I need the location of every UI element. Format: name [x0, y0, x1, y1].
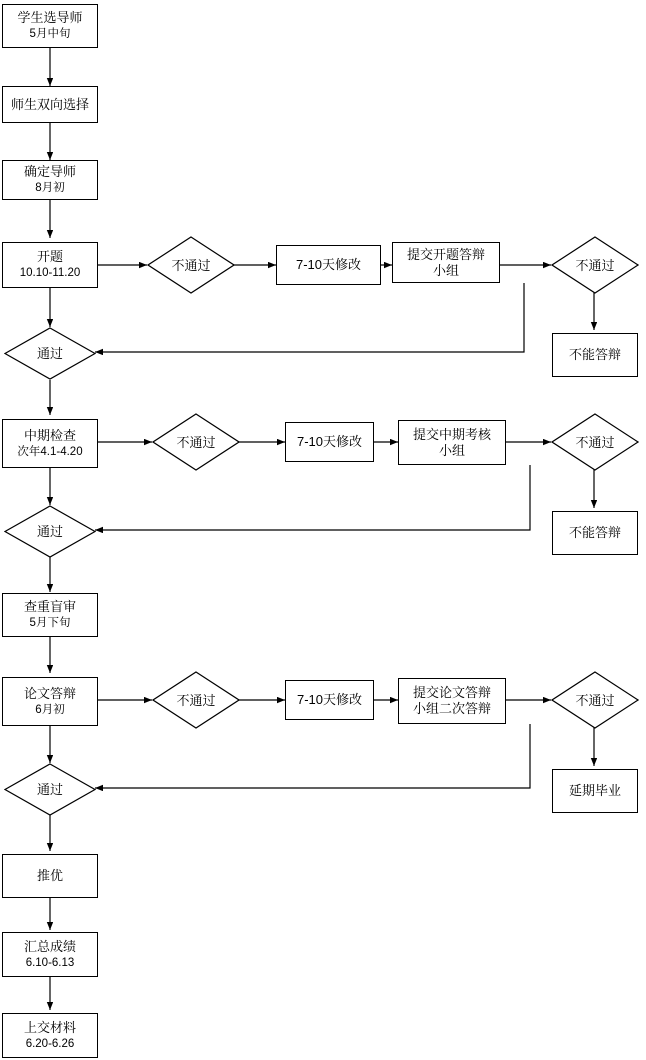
decision-label: 不通过: [575, 257, 615, 273]
node-label: 不能答辩: [568, 525, 621, 540]
node-label: 师生双向选择: [10, 96, 89, 112]
node-label: 汇总成绩: [23, 938, 76, 954]
node-label: 学生选导师: [17, 10, 83, 25]
node-sublabel: 小组二次答辩: [412, 701, 491, 716]
node-label: 7-10天修改: [296, 692, 363, 707]
node-revise-7-10-days-midterm[interactable]: [285, 422, 374, 462]
decision-proposal-fail[interactable]: [147, 236, 235, 294]
node-label: 确定导师: [23, 164, 76, 179]
node-summarize-grades[interactable]: [2, 932, 98, 977]
node-label: 中期检查: [23, 427, 76, 443]
decision-label: 通过: [36, 782, 63, 797]
decision-label: 不通过: [575, 692, 615, 708]
node-revise-7-10-days-proposal[interactable]: [276, 245, 381, 285]
node-label: 推优: [36, 868, 63, 883]
decision-label: 不通过: [176, 692, 216, 708]
node-recommend-excellent[interactable]: [2, 854, 98, 898]
decision-defense-pass[interactable]: [4, 763, 96, 816]
node-label: 延期毕业: [568, 783, 621, 798]
node-cannot-defend-midterm[interactable]: [552, 511, 638, 555]
node-sublabel: 小组: [438, 442, 465, 458]
node-sublabel: 6月初: [35, 703, 65, 716]
node-revise-7-10-days-defense[interactable]: [285, 680, 374, 720]
node-label: 上交材料: [23, 1019, 76, 1035]
node-label: 查重盲审: [23, 599, 76, 614]
node-sublabel: 5月下旬: [29, 617, 71, 629]
node-proposal[interactable]: [2, 242, 98, 288]
node-submit-thesis-defense-group[interactable]: [398, 678, 506, 724]
node-sublabel: 6.20-6.26: [25, 1037, 75, 1050]
node-submit-proposal-defense-group[interactable]: [392, 242, 500, 283]
node-label: 不能答辩: [568, 347, 621, 362]
node-plagiarism-blind-review[interactable]: [2, 593, 98, 637]
node-confirm-advisor[interactable]: [2, 160, 98, 200]
decision-proposal-group-fail[interactable]: [551, 236, 639, 294]
node-submit-midterm-review-group[interactable]: [398, 420, 506, 465]
node-student-select-advisor[interactable]: [2, 4, 98, 48]
node-cannot-defend-proposal[interactable]: [552, 333, 638, 377]
decision-defense-group-fail[interactable]: [551, 671, 639, 729]
decision-midterm-pass[interactable]: [4, 505, 96, 558]
decision-label: 不通过: [171, 257, 211, 273]
node-label: 论文答辩: [23, 685, 76, 701]
node-label: 提交论文答辩: [412, 685, 491, 700]
node-sublabel: 5月中旬: [29, 28, 71, 40]
decision-midterm-group-fail[interactable]: [551, 413, 639, 471]
node-thesis-defense[interactable]: [2, 677, 98, 726]
node-sublabel: 小组: [432, 262, 459, 278]
decision-label: 通过: [36, 524, 63, 539]
decision-proposal-pass[interactable]: [4, 327, 96, 380]
decision-label: 不通过: [575, 434, 615, 450]
decision-defense-fail[interactable]: [152, 671, 240, 729]
node-label: 开题: [36, 249, 63, 264]
node-midterm-check[interactable]: [2, 419, 98, 468]
node-sublabel: 次年4.1-4.20: [17, 445, 83, 458]
node-submit-materials[interactable]: [2, 1013, 98, 1058]
node-label: 提交中期考核: [412, 426, 491, 442]
decision-label: 通过: [36, 346, 63, 361]
node-delayed-graduation[interactable]: [552, 769, 638, 813]
decision-label: 不通过: [176, 434, 216, 450]
node-label: 提交开题答辩: [406, 246, 485, 262]
node-label: 7-10天修改: [296, 434, 363, 449]
decision-midterm-fail[interactable]: [152, 413, 240, 471]
node-sublabel: 8月初: [35, 182, 65, 194]
node-sublabel: 6.10-6.13: [25, 956, 75, 969]
node-two-way-selection[interactable]: [2, 86, 98, 123]
node-label: 7-10天修改: [295, 257, 362, 272]
node-sublabel: 10.10-11.20: [19, 267, 81, 279]
